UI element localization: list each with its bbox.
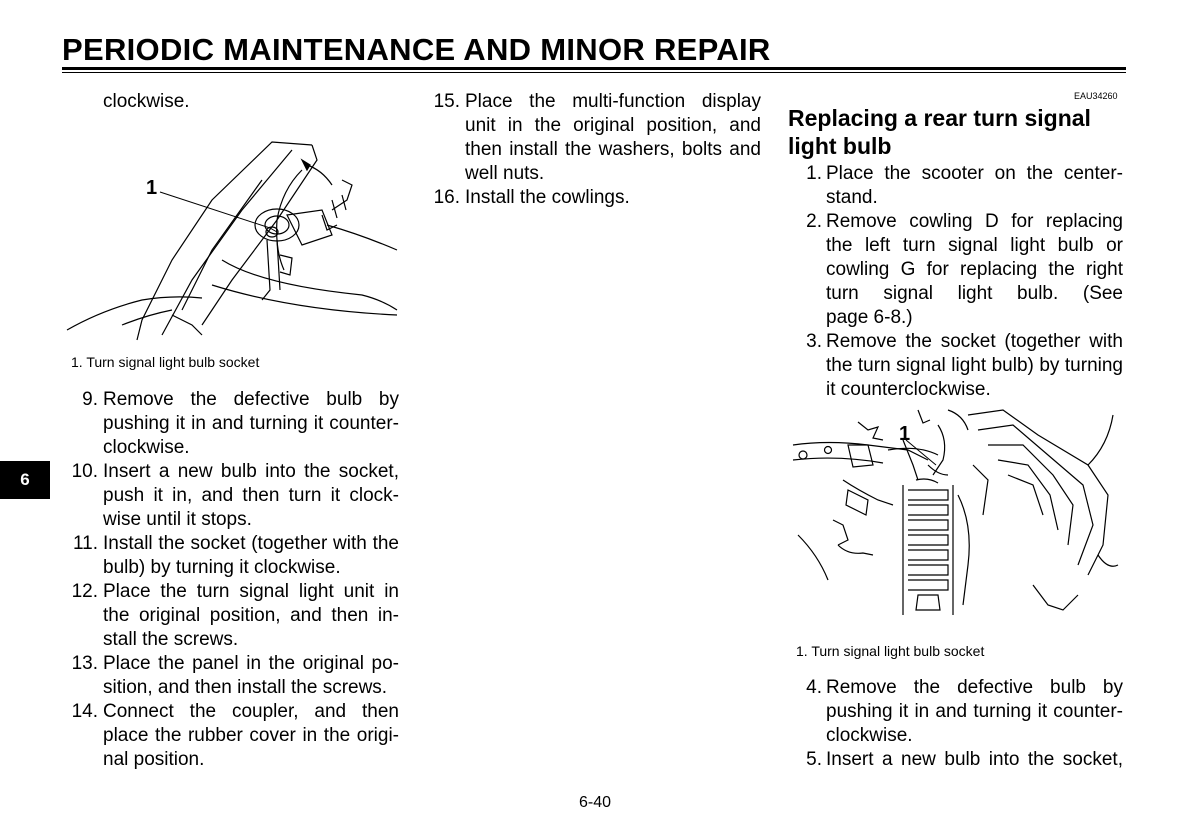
step-text: it counterclockwise. <box>826 379 991 400</box>
step-text: sition, and then install the screws. <box>103 677 388 698</box>
step-number: 14. <box>71 701 98 722</box>
figure-callout-right: 1 <box>899 423 911 445</box>
step-text: Place the scooter on the center- <box>826 163 1123 184</box>
step-number: 13. <box>71 653 98 674</box>
section-code: EAU34260 <box>1074 91 1118 101</box>
step-number: 4. <box>806 677 822 698</box>
step-text: Insert a new bulb into the socket, <box>103 461 399 482</box>
figure-caption-right: 1. Turn signal light bulb socket <box>796 643 985 659</box>
step-text: clockwise. <box>826 725 913 746</box>
figure-callout-left: 1 <box>146 177 158 199</box>
step-number: 1. <box>806 163 822 184</box>
step-text: the left turn signal light bulb or <box>826 235 1123 256</box>
step-text: Remove cowling D for replacing <box>826 211 1123 232</box>
page-number: 6-40 <box>578 794 612 811</box>
chapter-tab: 6 <box>0 461 50 499</box>
figure-caption-left: 1. Turn signal light bulb socket <box>71 354 260 370</box>
step-number: 15. <box>433 91 460 112</box>
step-text: push it in, and then turn it clock- <box>103 485 399 506</box>
step-text: cowling G for replacing the right <box>826 259 1123 280</box>
page-title: PERIODIC MAINTENANCE AND MINOR REPAIR <box>62 32 771 67</box>
step-text: stall the screws. <box>103 629 239 650</box>
step-number: 2. <box>806 211 822 232</box>
step-number: 12. <box>71 581 98 602</box>
step-text: pushing it in and turning it counter- <box>826 701 1123 722</box>
step-number: 9. <box>82 389 98 410</box>
step-number: 16. <box>433 187 460 208</box>
step-text: Remove the socket (together with <box>826 331 1123 352</box>
turn-signal-socket-illustration-rear <box>788 405 1123 625</box>
step-text: the original position, and then in- <box>103 605 399 626</box>
step-number: 5. <box>806 749 822 770</box>
step-text: page 6-8.) <box>826 307 913 328</box>
step-text: Install the cowlings. <box>465 187 630 208</box>
title-rule-thin <box>62 72 1126 73</box>
step-text: turn signal light bulb. (See <box>826 283 1123 304</box>
step-text: well nuts. <box>465 163 545 184</box>
step-text: Place the panel in the original po- <box>103 653 399 674</box>
step-text: pushing it in and turning it counter- <box>103 413 399 434</box>
section-heading-line1: Replacing a rear turn signal <box>788 105 1091 131</box>
step-text: clockwise. <box>103 437 190 458</box>
step-number: 11. <box>72 533 98 554</box>
continuation-text: clockwise. <box>103 91 190 112</box>
step-text: then install the washers, bolts and <box>465 139 761 160</box>
step-text: Remove the defective bulb by <box>103 389 399 410</box>
step-number: 10. <box>71 461 98 482</box>
step-text: place the rubber cover in the origi- <box>103 725 399 746</box>
step-text: Install the socket (together with the <box>103 533 399 554</box>
step-text: stand. <box>826 187 878 208</box>
step-text: Place the turn signal light unit in <box>103 581 399 602</box>
step-text: Place the multi-function display <box>465 91 761 112</box>
step-text: Insert a new bulb into the socket, <box>826 749 1123 770</box>
step-text: wise until it stops. <box>103 509 252 530</box>
step-text: Connect the coupler, and then <box>103 701 399 722</box>
step-text: unit in the original position, and <box>465 115 761 136</box>
step-text: bulb) by turning it clockwise. <box>103 557 341 578</box>
step-text: Remove the defective bulb by <box>826 677 1123 698</box>
turn-signal-socket-illustration-front <box>62 140 402 345</box>
title-rule-thick <box>62 67 1126 70</box>
step-number: 3. <box>806 331 822 352</box>
step-text: the turn signal light bulb) by turning <box>826 355 1123 376</box>
section-heading-line2: light bulb <box>788 133 892 159</box>
step-text: nal position. <box>103 749 205 770</box>
